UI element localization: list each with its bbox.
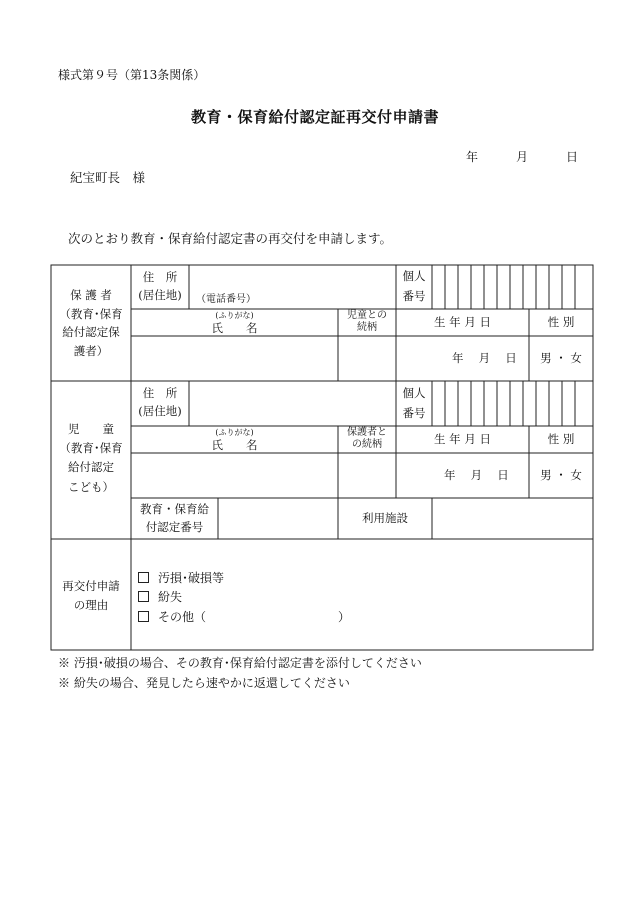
child-cert-no-field[interactable] [219,499,337,538]
guardian-name-field[interactable] [132,337,337,380]
form-number: 様式第９号（第13条関係） [58,68,206,82]
child-address-sublabel: (居住地) [138,404,182,418]
child-section-label-2: （教育･保育 [59,441,123,455]
facility-label: 利用施設 [362,511,408,525]
guardian-section-label: 保 護 者 [70,288,112,302]
reason-option-other[interactable]: その他（ ） [138,608,350,625]
child-birth-date-field[interactable]: 年 月 日 [444,468,509,482]
guardian-gender-options[interactable]: 男 ・ 女 [540,351,582,365]
reason-label: 再交付申請 [62,579,120,593]
child-relation-label-2: の続柄 [352,439,382,450]
page-title: 教育・保育給付認定証再交付申請書 [190,108,439,126]
guardian-relation-label: 児童との [347,310,387,321]
date-day: 日 [566,150,579,164]
child-personal-no-field[interactable] [433,382,592,425]
child-cert-no-label-2: 付認定番号 [145,520,204,534]
guardian-address-field[interactable] [190,266,395,308]
child-cert-no-label: 教育・保育給 [140,502,209,516]
checkbox-icon [138,591,149,602]
child-name-label: 氏 名 [211,438,258,452]
note-damaged: ※ 汚損･破損の場合、その教育･保育給付認定書を添付してください [58,656,422,670]
guardian-relation-label-2: 続柄 [357,322,377,333]
reason-label-2: の理由 [73,598,109,612]
guardian-address-label: 住 所 [142,270,178,284]
guardian-personal-no-field[interactable] [433,266,592,308]
child-section-label: 児 童 [68,422,114,436]
guardian-phone-label: （電話番号） [196,294,256,305]
reason-option-damaged[interactable]: 汚損･破損等 [138,569,224,586]
guardian-personal-no-label: 個人 [402,269,426,283]
child-furigana-label: (ふりがな) [215,428,254,437]
child-gender-label: 性 別 [547,432,575,446]
child-relation-label: 保護者と [347,427,387,438]
child-personal-no-label-2: 番号 [402,406,426,420]
child-section-label-4: こども） [68,480,114,494]
child-address-label: 住 所 [142,386,178,400]
guardian-furigana-label: (ふりがな) [215,311,254,320]
guardian-gender-label: 性 別 [547,315,575,329]
guardian-personal-no-label-2: 番号 [402,289,426,303]
guardian-birth-date-field[interactable]: 年 月 日 [452,351,517,365]
guardian-address-sublabel: (居住地) [138,288,182,302]
checkbox-icon [138,611,149,622]
intro-text: 次のとおり教育・保育給付認定書の再交付を申請します。 [68,231,393,246]
child-gender-options[interactable]: 男 ・ 女 [540,468,582,482]
guardian-section-label-3: 給付認定保 [62,325,120,339]
child-address-field[interactable] [190,382,395,425]
reason-option-lost[interactable]: 紛失 [138,588,182,605]
child-section-label-3: 給付認定 [68,460,114,474]
date-month: 月 [516,150,529,164]
guardian-birth-label: 生 年 月 日 [434,315,491,329]
note-lost: ※ 紛失の場合、発見したら速やかに返還してください [58,676,350,690]
addressee: 紀宝町長 様 [70,170,146,185]
guardian-section-label-2: （教育･保育 [59,307,123,321]
guardian-section-label-4: 護者） [73,344,109,358]
checkbox-icon [138,572,149,583]
guardian-relation-field[interactable] [339,337,395,380]
date-year: 年 [466,150,479,164]
guardian-name-label: 氏 名 [211,321,258,335]
child-name-field[interactable] [132,454,337,497]
child-personal-no-label: 個人 [402,386,426,400]
facility-field[interactable] [433,499,592,538]
child-relation-field[interactable] [339,454,395,497]
child-birth-label: 生 年 月 日 [434,432,491,446]
